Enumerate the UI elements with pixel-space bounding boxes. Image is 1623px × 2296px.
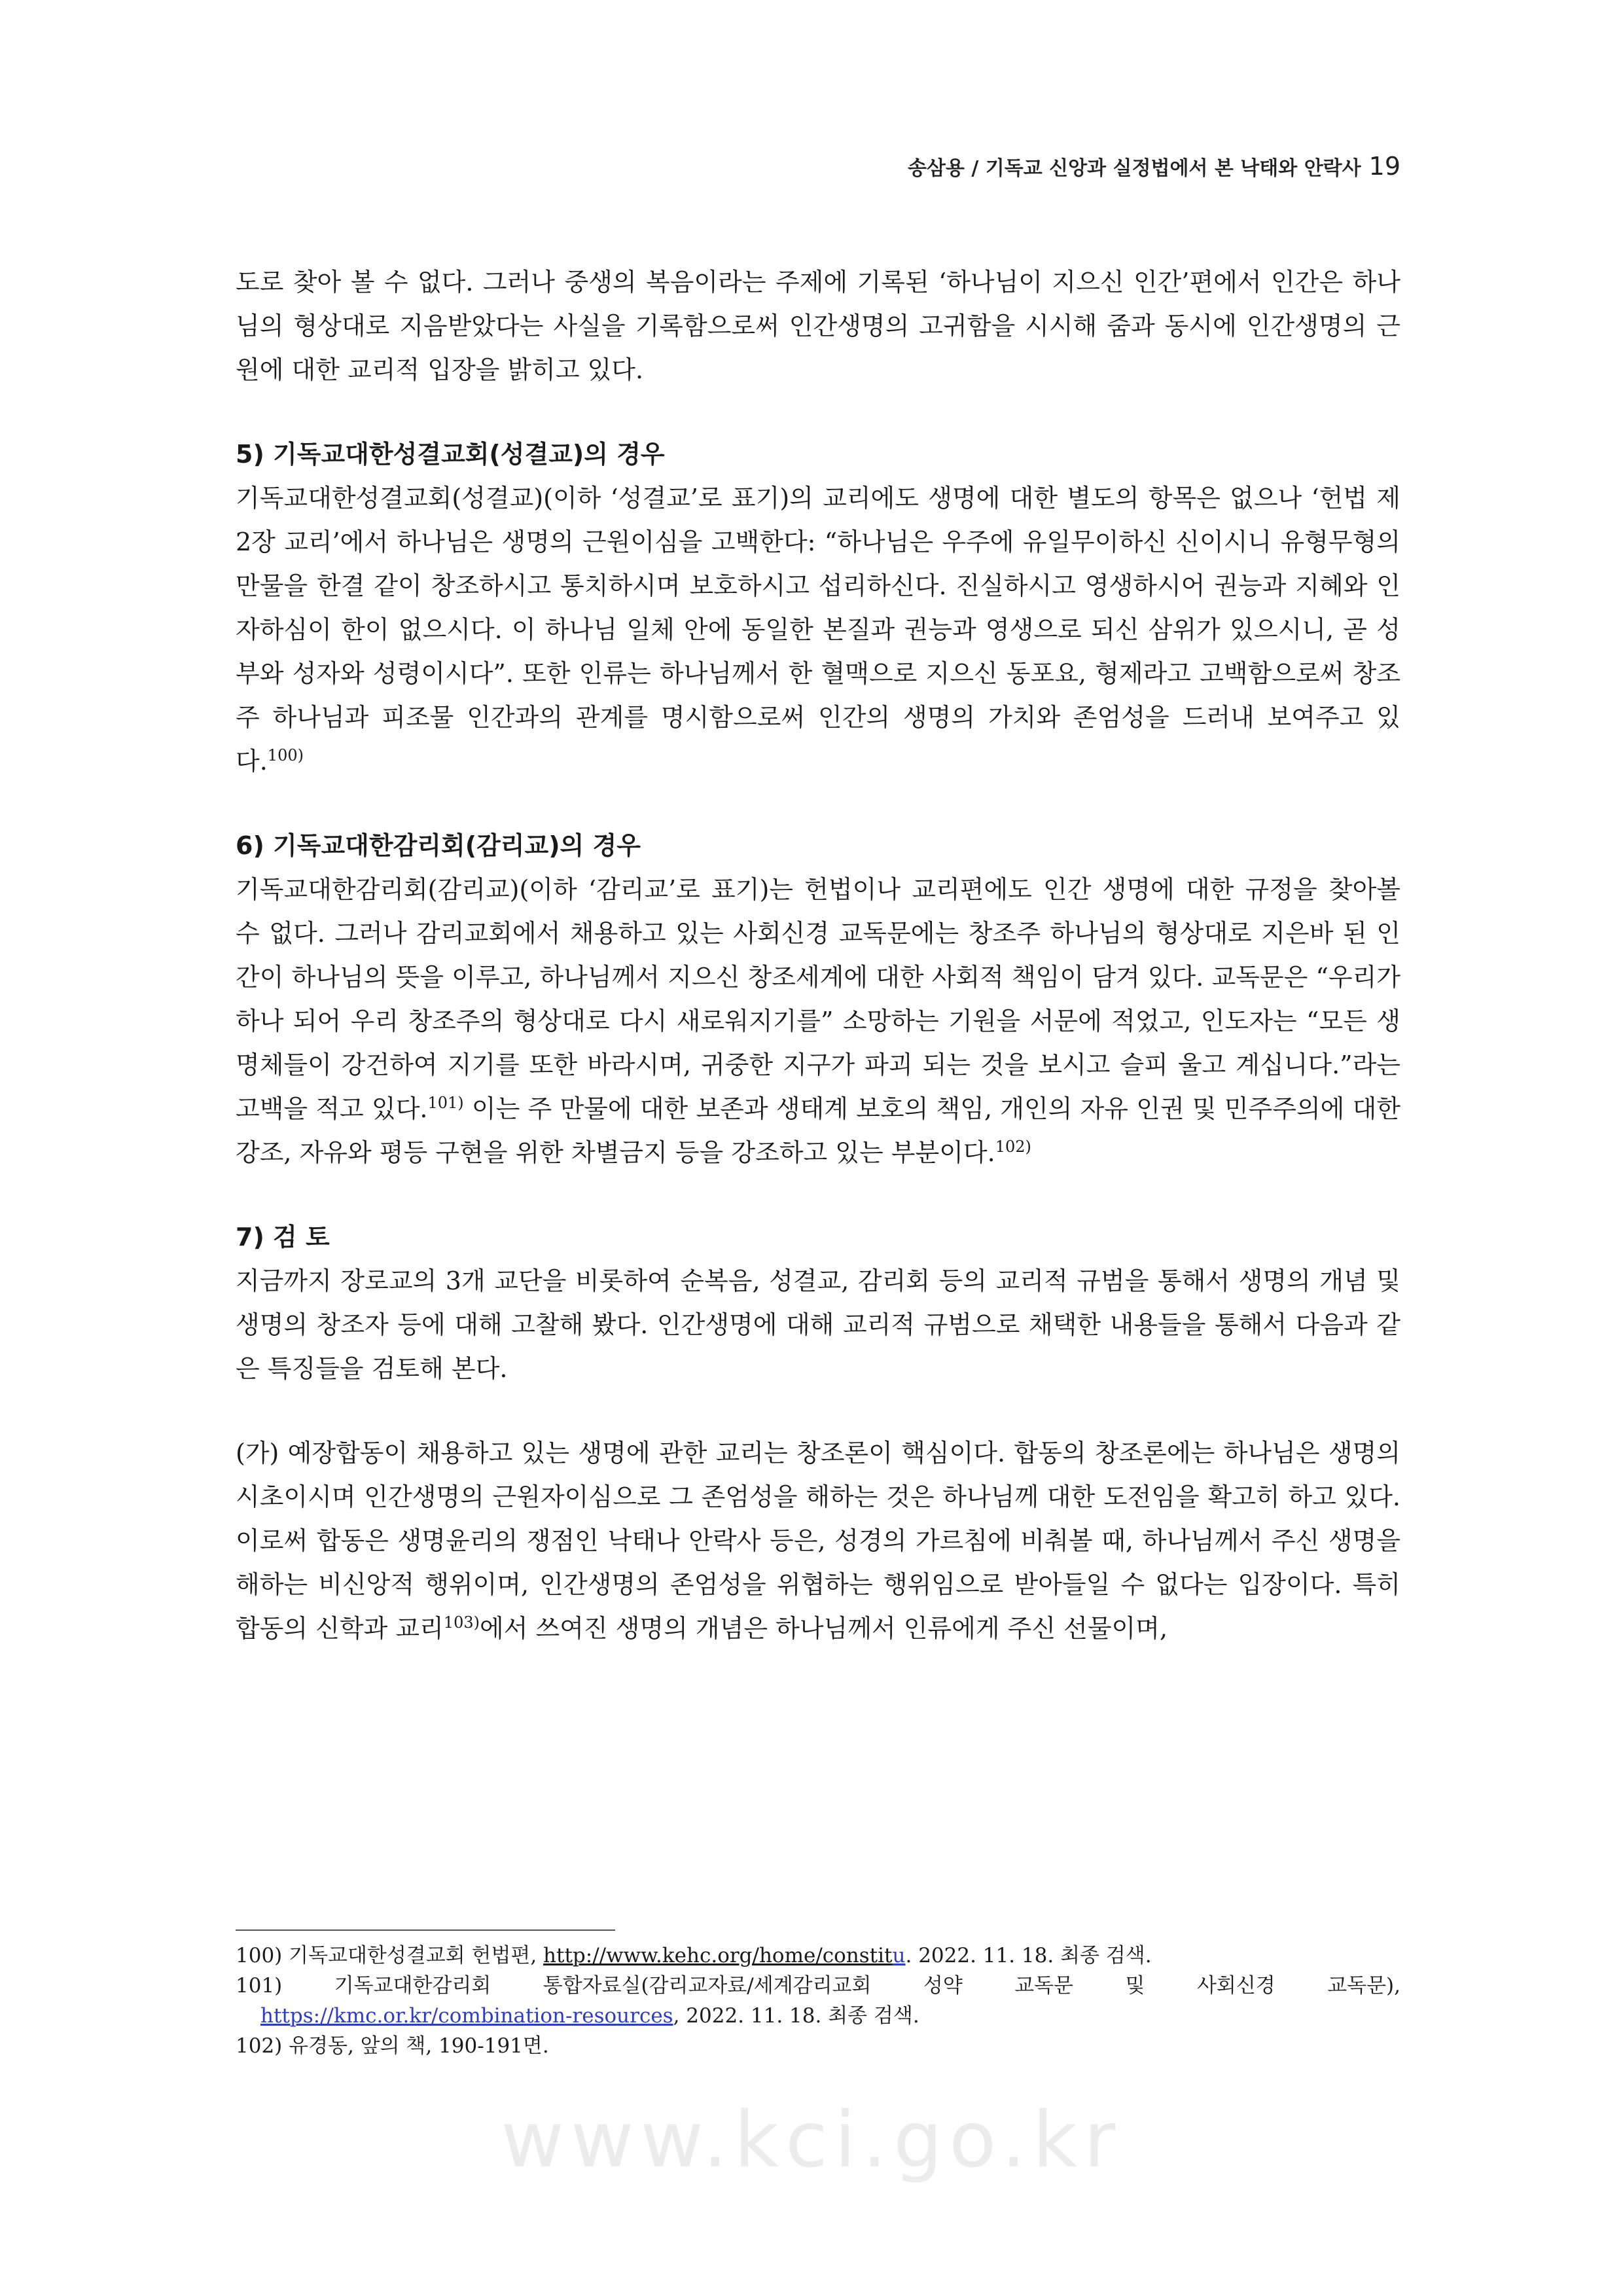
paragraph-text: 기독교대한감리회(감리교)(이하 ‘감리교’로 표기)는 헌법이나 교리편에도 인간 생명에 대한 규정을 찾아볼 수 없다. 그러나 감리교회에서 채용하고 있는 사회신경 교독문에는 창조주 하나님의 형상대로 지은바 된 인간이 하나님의 뜻을 이루고, 하나님께서 지으신 창조세계에 대한 사회적 책임이 담겨 있다. 교독문은 “우리가 하나 되어 우리 창조주의 형상대로 다시 새로워지기를” 소망하는 기원을 서문에 적었고, 인도자는 “모든 생명체들이 강건하여 지기를 또한 바라시며, 귀중한 지구가 파괴 되는 것을 보시고 슬피 울고 계십니다.”라는 고백을 적고 있다.: [236, 875, 1400, 1123]
journal-page: [236, 0, 1400, 2296]
paragraph-item-ga: [236, 1431, 1400, 1651]
footnote-text: 기독교대한성결교회 헌법편,: [289, 1944, 537, 1967]
footnote-word: 교독문: [1014, 1974, 1074, 1998]
running-header: [908, 152, 1400, 181]
footnote-number: 100): [236, 1944, 283, 1967]
footnote-text: . 2022. 11. 18. 최종 검색.: [905, 1944, 1152, 1967]
watermark: www.kci.go.kr: [501, 2094, 1122, 2185]
section-heading-6: 6) 기독교대한감리회(감리교)의 경우: [236, 831, 641, 860]
footnote-ref-101[interactable]: 101): [427, 1094, 464, 1112]
footnote-word: 기독교대한감리회: [334, 1974, 491, 1998]
page-number: 19: [1368, 152, 1400, 181]
section-heading-7: 7) 검 토: [236, 1223, 330, 1251]
footnote-text: 유경동, 앞의 책, 190-191면.: [289, 2034, 549, 2058]
footnote-101: [236, 1971, 1400, 2001]
paragraph-methodist-church: [236, 868, 1400, 1175]
footnote-word: 및: [1125, 1974, 1145, 1998]
footnote-number: 101): [236, 1974, 283, 1998]
footnote-divider: [236, 1929, 615, 1931]
footnote-102: [236, 2031, 1400, 2061]
paragraph-text: (가) 예장합동이 채용하고 있는 생명에 관한 교리는 창조론이 핵심이다. 합동의 창조론에는 하나님은 생명의 시초이시며 인간생명의 근원자이심으로 그 존엄성을 해하는 것은 하나님께 대한 도전임을 확고히 하고 있다. 이로써 합동은 생명윤리의 쟁점인 낙태나 안락사 등은, 성경의 가르침에 비춰볼 때, 하나님께서 주신 생명을 해하는 비신앙적 행위이며, 인간생명의 존엄성을 위협하는 행위임으로 받아들일 수 없다는 입장이다. 특히 합동의 신학과 교리: [236, 1439, 1400, 1643]
footnote-number: 102): [236, 2034, 283, 2058]
footnote-ref-102[interactable]: 102): [995, 1138, 1031, 1156]
footnote-word: 사회신경: [1196, 1974, 1275, 1998]
footnote-word: 교독문),: [1327, 1974, 1400, 1998]
paragraph-text: 기독교대한성결교회(성결교)(이하 ‘성결교’로 표기)의 교리에도 생명에 대한 별도의 항목은 없으나 ‘헌법 제2장 교리’에서 하나님은 생명의 근원이심을 고백한다: “하나님은 우주에 유일무이하신 신이시니 유형무형의 만물을 한결 같이 창조하시고 통치하시며 보호하시고 섭리하신다. 진실하시고 영생하시어 권능과 지혜와 인자하심이 한이 없으시다. 이 하나님 일체 안에 동일한 본질과 권능과 영생으로 되신 삼위가 있으시니, 곧 성부와 성자와 성령이시다”. 또한 인류는 하나님께서 한 혈맥으로 지으신 동포요, 형제라고 고백함으로써 창조주 하나님과 피조물 인간과의 관계를 명시함으로써 인간의 생명의 가치와 존엄성을 드러내 보여주고 있다.: [236, 484, 1400, 776]
running-title: 송삼용 / 기독교 신앙과 실정법에서 본 낙태와 안락사: [907, 157, 1361, 180]
paragraph-text: 이는 주 만물에 대한 보존과 생태계 보호의 책임, 개인의 자유 인권 및 민주주의에 대한 강조, 자유와 평등 구현을 위한 차별금지 등을 강조하고 있는 부분이다.: [236, 1094, 1400, 1167]
paragraph-intro: 도로 찾아 볼 수 없다. 그러나 중생의 복음이라는 주제에 기록된 ‘하나님이 지으신 인간’편에서 인간은 하나님의 형상대로 지음받았다는 사실을 기록함으로써 인간생명의 고귀함을 시시해 줌과 동시에 인간생명의 근원에 대한 교리적 입장을 밝히고 있다.: [236, 268, 1400, 384]
footnote-word: 통합자료실(감리교자료/세계감리교회: [543, 1974, 872, 1998]
footnote-link-tail[interactable]: u: [892, 1944, 906, 1967]
main-body: [236, 260, 1400, 1651]
paragraph-review: 지금까지 장로교의 3개 교단을 비롯하여 순복음, 성결교, 감리회 등의 교리적 규범을 통해서 생명의 개념 및 생명의 창조자 등에 대해 고찰해 봤다. 인간생명에 대해 교리적 규범으로 채택한 내용들을 통해서 다음과 같은 특징들을 검토해 본다.: [236, 1266, 1400, 1383]
footnote-ref-100[interactable]: 100): [267, 746, 304, 764]
footnote-word: 성약: [923, 1974, 963, 1998]
footnotes: [236, 1941, 1400, 2061]
section-heading-5: 5) 기독교대한성결교회(성결교)의 경우: [236, 440, 665, 469]
footnote-link[interactable]: https://kmc.or.kr/combination-resources: [260, 2004, 673, 2028]
paragraph-holiness-church: [236, 476, 1400, 783]
footnote-link[interactable]: http://www.kehc.org/home/constit: [543, 1944, 893, 1967]
paragraph-text: 에서 쓰여진 생명의 개념은 하나님께서 인류에게 주신 선물이며,: [480, 1614, 1168, 1643]
footnote-100: [236, 1941, 1400, 1971]
footnote-101-continued: [236, 2001, 1400, 2031]
footnote-ref-103[interactable]: 103): [443, 1613, 480, 1632]
footnote-text: , 2022. 11. 18. 최종 검색.: [673, 2004, 919, 2028]
